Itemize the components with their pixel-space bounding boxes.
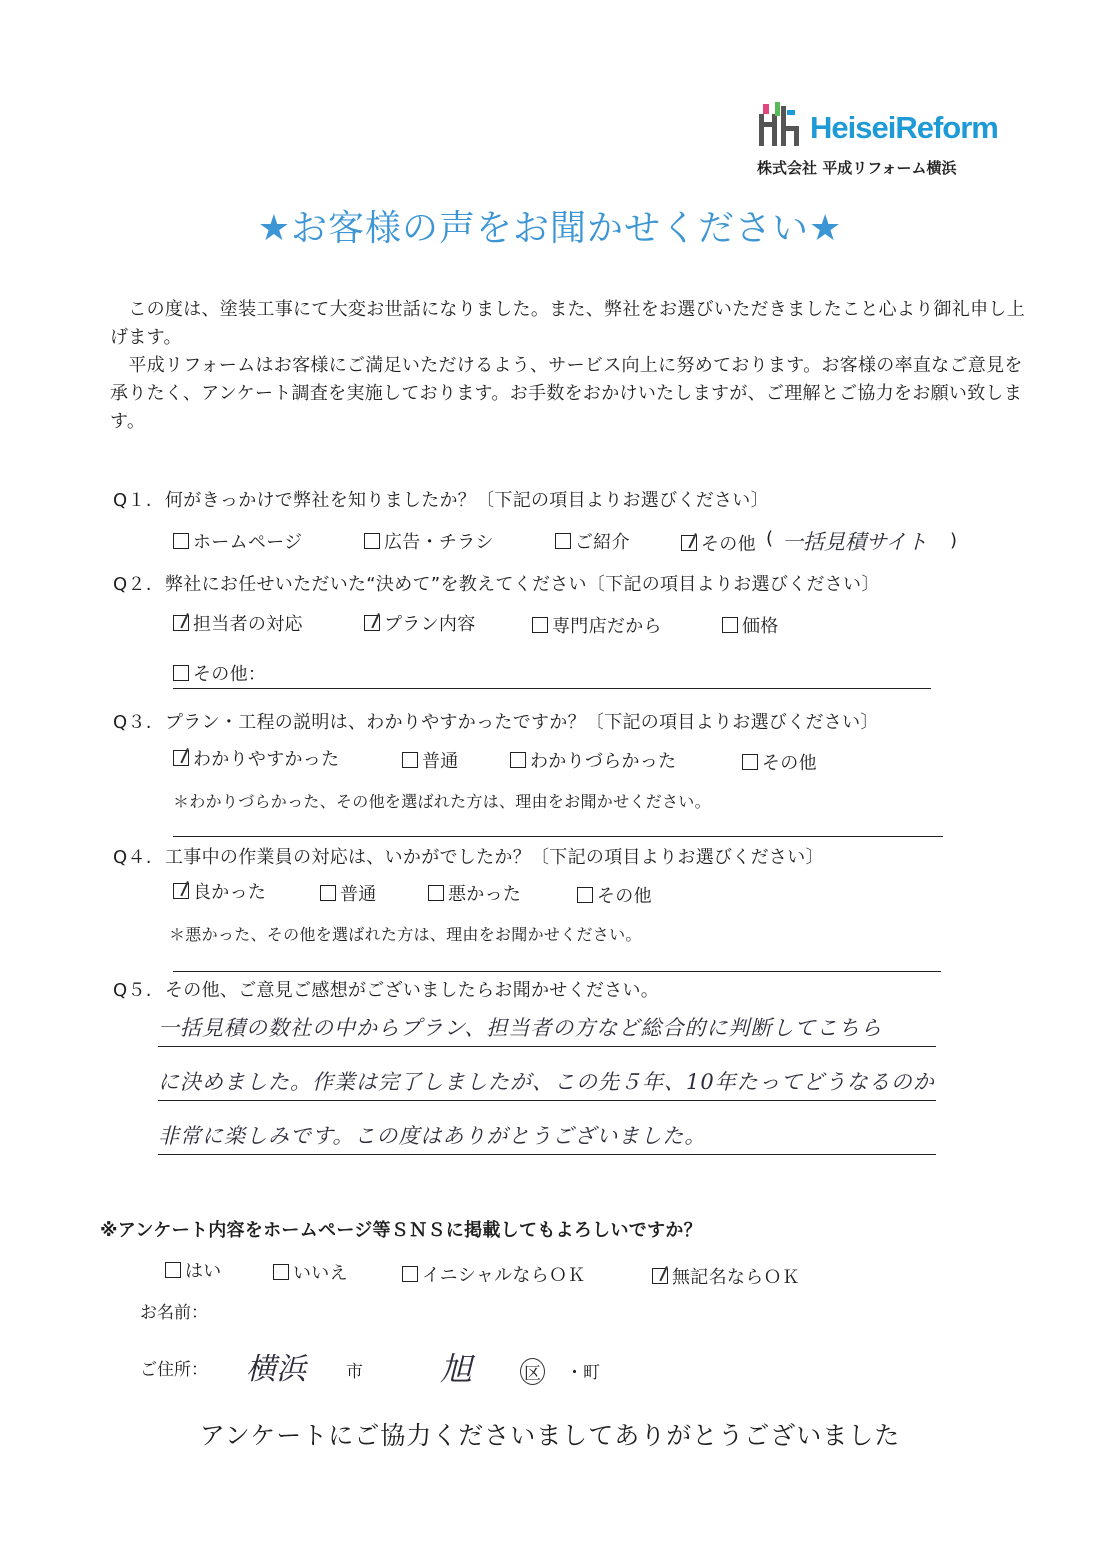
- company-logo-wordmark: [810, 110, 998, 146]
- logo-word-reform: Reform: [895, 110, 998, 145]
- q5-answer-line[interactable]: [158, 1154, 936, 1155]
- q1-text: 何がきっかけで弊社を知りましたか？〔下記の項目よりお選びください〕: [165, 490, 769, 511]
- q5-number: Q５.: [113, 980, 152, 1001]
- q4-note: ＊悪かった、その他を選ばれた方は、理由をお聞かせください。: [169, 925, 642, 944]
- q1-option-referral[interactable]: ご紹介: [555, 528, 630, 554]
- q1-number: Q１.: [113, 490, 152, 511]
- address-city-suffix: 市: [346, 1362, 363, 1382]
- q5-comment-line-1: 一括見積の数社の中からプラン、担当者の方など総合的に判断してこちら: [158, 1016, 883, 1040]
- checkbox[interactable]: [320, 885, 336, 901]
- q3-reason-line[interactable]: [173, 836, 943, 837]
- q2-option-plan[interactable]: プラン内容: [364, 610, 476, 636]
- q1-option-other[interactable]: その他: [681, 530, 756, 556]
- q1-other-handwritten: 一括見積サイト: [782, 530, 928, 554]
- q2-number: Q２.: [113, 574, 152, 595]
- survey-title: ★お客様の声をお聞かせください★: [257, 208, 843, 249]
- q5-answer-line[interactable]: [158, 1046, 936, 1047]
- q1-option-ad-flyer[interactable]: 広告・チラシ: [364, 528, 494, 554]
- intro-paragraph-1: この度は、塗装工事にて大変お世話になりました。また、弊社をお選びいただきましたこと心より御礼申し上げます。: [110, 299, 1026, 348]
- q2-other-line[interactable]: [173, 688, 931, 689]
- logo-word-heisei: Heisei: [810, 110, 896, 145]
- q4-question: [113, 843, 824, 869]
- checkbox[interactable]: [173, 533, 189, 549]
- q2-option-specialist[interactable]: 専門店だから: [532, 612, 662, 638]
- checkbox-checked[interactable]: [364, 615, 380, 631]
- address-town-suffix: ・町: [566, 1363, 600, 1383]
- sns-option-initials[interactable]: イニシャルならＯＫ: [402, 1261, 586, 1287]
- sns-option-anonymous[interactable]: 無記名ならＯＫ: [652, 1263, 800, 1289]
- address-ward-suffix: 区: [520, 1358, 545, 1385]
- q3-text: プラン・工程の説明は、わかりやすかったですか？〔下記の項目よりお選びください〕: [165, 712, 879, 733]
- q1-question: [113, 486, 769, 512]
- q5-text: その他、ご意見ご感想がございましたらお聞かせください。: [165, 980, 660, 1001]
- company-name: 株式会社 平成リフォーム横浜: [757, 159, 957, 177]
- checkbox[interactable]: [577, 887, 593, 903]
- checkbox[interactable]: [165, 1262, 181, 1278]
- q2-option-other[interactable]: その他：: [173, 660, 266, 686]
- checkbox-checked[interactable]: [652, 1268, 668, 1284]
- checkbox-checked[interactable]: [173, 883, 189, 899]
- address-ward-handwritten: 旭: [440, 1350, 473, 1388]
- checkbox-checked[interactable]: [681, 535, 697, 551]
- intro-text: [110, 296, 1025, 436]
- q3-note: ＊わかりづらかった、その他を選ばれた方は、理由をお聞かせください。: [173, 792, 711, 811]
- q2-question: [113, 570, 880, 596]
- checkbox[interactable]: [364, 533, 380, 549]
- sns-option-no[interactable]: いいえ: [273, 1259, 348, 1285]
- q3-number: Q３.: [113, 712, 152, 733]
- q4-option-other[interactable]: その他: [577, 882, 652, 908]
- checkbox[interactable]: [428, 885, 444, 901]
- address-city-handwritten: 横浜: [246, 1352, 306, 1387]
- intro-paragraph-2: 平成リフォームはお客様にご満足いただけるよう、サービス向上に努めております。お客様の率直なご意見を承りたく、アンケート調査を実施しております。お手数をおかけいたしますが、ご理解とご協力をお願い致します。: [110, 355, 1023, 432]
- q1-other-paren-open: (: [766, 528, 774, 549]
- name-label: お名前：: [140, 1303, 208, 1323]
- q3-question: [113, 708, 879, 734]
- checkbox-checked[interactable]: [173, 615, 189, 631]
- q4-option-good[interactable]: 良かった: [173, 878, 266, 904]
- closing-thanks: アンケートにご協力くださいましてありがとうございました: [199, 1421, 901, 1450]
- sns-option-yes[interactable]: はい: [165, 1257, 222, 1283]
- q4-reason-line[interactable]: [173, 971, 941, 972]
- q4-option-bad[interactable]: 悪かった: [428, 880, 521, 906]
- q2-option-price[interactable]: 価格: [722, 612, 779, 638]
- checkbox[interactable]: [722, 617, 738, 633]
- q2-text: 弊社にお任せいただいた“決めて”を教えてください〔下記の項目よりお選びください〕: [165, 574, 880, 595]
- address-label: ご住所：: [140, 1360, 208, 1380]
- q1-option-homepage[interactable]: ホームページ: [173, 528, 302, 554]
- q5-comment-line-3: 非常に楽しみです。この度はありがとうございました。: [158, 1124, 707, 1148]
- q2-option-staff[interactable]: 担当者の対応: [173, 610, 303, 636]
- q3-option-other[interactable]: その他: [742, 749, 817, 775]
- checkbox[interactable]: [273, 1264, 289, 1280]
- checkbox[interactable]: [173, 665, 189, 681]
- checkbox[interactable]: [510, 752, 526, 768]
- q5-comment-line-2: に決めました。作業は完了しましたが、この先５年、10年たってどうなるのか: [158, 1070, 935, 1094]
- q4-text: 工事中の作業員の対応は、いかがでしたか？〔下記の項目よりお選びください〕: [165, 847, 824, 868]
- checkbox[interactable]: [532, 617, 548, 633]
- checkbox[interactable]: [402, 1266, 418, 1282]
- q4-number: Q４.: [113, 847, 152, 868]
- checkbox[interactable]: [742, 754, 758, 770]
- checkbox[interactable]: [555, 533, 571, 549]
- company-logo-mark: [757, 100, 803, 150]
- sns-question: ※アンケート内容をホームページ等ＳＮＳに掲載してもよろしいですか？: [100, 1220, 702, 1241]
- q5-question: [113, 976, 659, 1002]
- q3-option-clear[interactable]: わかりやすかった: [173, 745, 339, 771]
- q4-option-normal[interactable]: 普通: [320, 880, 377, 906]
- q1-other-paren-close: ): [950, 530, 958, 551]
- q3-option-unclear[interactable]: わかりづらかった: [510, 747, 676, 773]
- checkbox-checked[interactable]: [173, 750, 189, 766]
- q5-answer-line[interactable]: [158, 1100, 936, 1101]
- q3-option-normal[interactable]: 普通: [402, 747, 459, 773]
- checkbox[interactable]: [402, 752, 418, 768]
